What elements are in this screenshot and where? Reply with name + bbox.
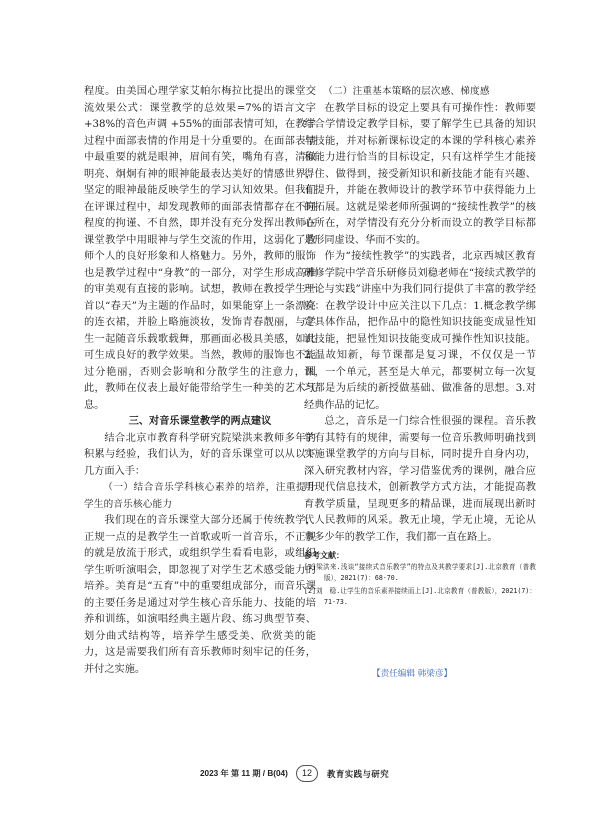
- journal-name: 教育实践与研究: [327, 769, 390, 779]
- paragraph: 作为“接续性教学”的实践者，北京西城区教育研修学院中学音乐研修员刘稳老师在“接续式教学的理论与实践”讲座中为我们同行提供了丰富的教学经验：在教学设计中应关注以下几点：1.概念教学绑定具体作品，把作品中的隐性知识技能变成显性知识技能，把显性知识技能变成可操作性知识技能。2.温故知新，每节课都是复习课，不仅仅是一节课，一个单元，甚至是大单元，都要树立每一次复习都是为后续的新授做基础、做准备的思想。3.对经典作品的记忆。: [304, 251, 536, 411]
- reference-item: [1]梁洪来.浅谈“接续式音乐教学”的特点及其教学要求[J].北京教育（普教版），2021(7)：68-70.: [304, 563, 536, 582]
- paragraph: 在教学目标的设定上要具有可操作性：教师要结合学情设定教学目标，要了解学生已具备的知识与技能，并对标新课标设定的本课的学科核心素养和能力进行恰当的目标设定，只有这样学生才能接得住、做得到，接受新知识和新技能才能有兴趣、有提升，并能在教师设计的教学环节中获得能力上的拓展。这就是梁老师所强调的“接续性教学”的核心所在，对学情没有充分分析而设立的教学目标都是形同虚设、华而不实的。: [304, 102, 536, 246]
- reference-item: [2]刘 稳.让学生的音乐素养接续而上[J].北京教育（普教版），2021(7)：71-73.: [304, 587, 536, 606]
- references-title: 参考文献：: [304, 551, 344, 560]
- page-footer: [0, 763, 603, 785]
- page-number: 12: [296, 765, 318, 782]
- paragraph: 我们现在的音乐课堂大部分还属于传统教学，正规一点的是教学生一首歌或听一首音乐，不正规的就是放流于形式，或组织学生看看电影，或组织学生听听演唱会，即忽视了对学生艺术感受能力的培养。美育是“五育”中的重要组成部分，而音乐课的主要任务是通过对学生核心音乐能力、技能的培养和训练，如演唱经典主题片段、练习典型节奏、划分曲式结构等，培养学生感受美、欣赏美的能力，这是需要我们所有音乐教师时刻牢记的任务，并付之实施。: [84, 515, 316, 675]
- editor-credit: 【责任编辑 韩梁彦】: [372, 669, 453, 679]
- subsection-heading: （一）结合音乐学科核心素养的培养，注重提升学生的音乐核心能力: [84, 482, 316, 510]
- references: [304, 550, 536, 608]
- paragraph: 总之，音乐是一门综合性很强的课程。音乐教学有其特有的规律，需要每一位音乐教师明确找到实施课堂教学的方向与目标，同时提升自身内功，深入研究教材内容，学习借鉴优秀的课例，融合应用现代信息技术，创新教学方式方法，才能提高教育教学质量，呈现更多的精品课，进而展现出新时代人民教师的风采。教无止境，学无止境，无论从事多少年的教学工作，我们都一直在路上。: [304, 416, 536, 543]
- subsection-heading: （二）注重基本策略的层次感、梯度感: [323, 86, 490, 97]
- issue-label: 2023 年 第 11 期 / B(04): [200, 769, 288, 778]
- right-column: [304, 84, 536, 610]
- paragraph: 结合北京市教育科学研究院梁洪来教师多年的积累与经验，我们认为，好的音乐课堂可以从以下几方面入手：: [84, 432, 316, 477]
- paragraph: 程度。由美国心理学家艾帕尔梅拉比提出的课堂交流效果公式：课堂教学的总效果=7%的语言文字 +38%的音色声调 +55%的面部表情可知，在教学过程中面部表情的作用是十分重要的。在面部表情中最重要的就是眼神，眉间有笑，嘴角有喜，清澈明亮、炯炯有神的眼神能最表达美好的情感世界，坚定的眼神最能反映学生的学习认知效果。但我们在评课过程中，却发现教师的面部表情都存在不同程度的拘谨、不自然，即并没有充分发挥出教师在课堂教学中用眼神与学生交流的作用，这弱化了教师个人的良好形象和人格魅力。另外，教师的服饰也是教学过程中“身教”的一部分，对学生形成高雅的审美观有直接的影响。试想，教师在教授学生一首以“春天”为主题的作品时，如果能穿上一条漂亮的连衣裙，并脸上略施淡妆，发饰青春靓丽，与学生一起随音乐载歌载舞，那画面必极具美感，如此可生成良好的教学效果。当然，教师的服饰也不能过分艳丽，否则会影响和分散学生的注意力，因此，教师在仪表上最好能带给学生一种美的艺术气息。: [84, 86, 316, 411]
- left-column: [84, 84, 316, 678]
- section-heading: 三、对音乐课堂教学的两点建议: [128, 416, 272, 427]
